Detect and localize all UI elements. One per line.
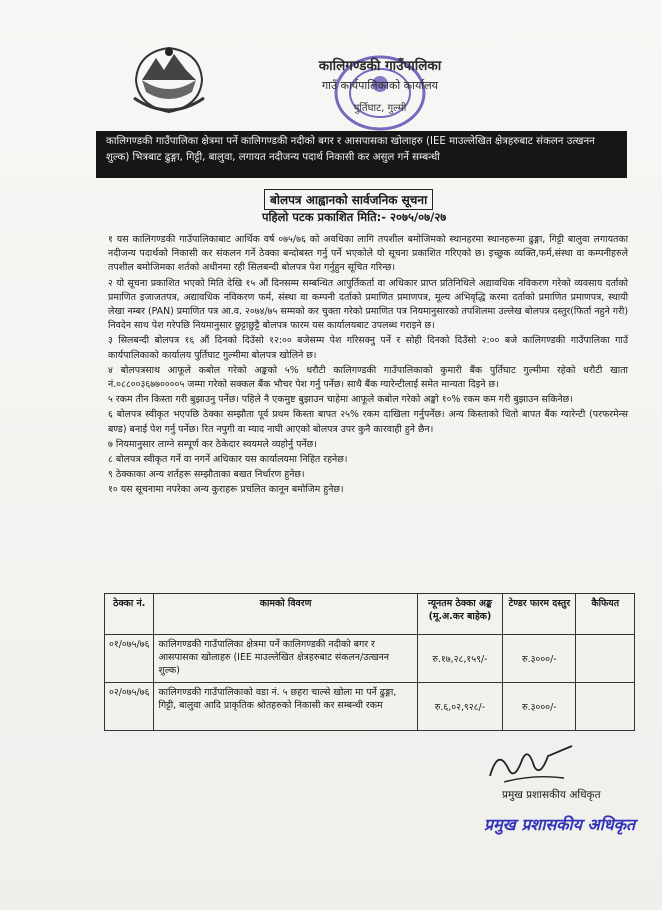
subject-banner: कालिगण्डकी गाउँपालिका क्षेत्रमा पर्ने कालिगण्डकी नदीको बगर र आसपासका खोलाहरु (IEE माउल्लेखित क्षेत्रहरुबाट संकलन उत्खनन शुल्क) भित्रबाट ढुङ्गा, गिट्टी, बालुवा, लगायत नदीजन्य पदार्थ निकासी कर असुल गर्ने सम्बन्धी: [96, 131, 627, 178]
table-header-row: [105, 594, 635, 635]
cell-description: कालिगण्डकी गाउँपालिका क्षेत्रमा पर्ने कालिगण्डकी नदीको बगर र आसपासका खोलाहरु (IEE माउल्लेखित क्षेत्रहरुबाट संकलन/उत्खनन शुल्क): [154, 635, 417, 683]
header-description: कामको विवरण: [154, 594, 417, 635]
notice-body: [108, 233, 628, 499]
cell-contract-no: ०१/०७५/७६: [105, 635, 154, 683]
cell-min-amount: रु.१७,२८,१५९/-: [417, 635, 503, 683]
nepal-emblem-icon: [128, 40, 210, 118]
clause-6: ६ बोलपत्र स्वीकृत भएपछि ठेक्का सम्झौता पूर्व प्रथम किस्ता बापत २५% रकम दाखिला गर्नुपर्नेछ। अन्य किस्ताको धितो बापत बैंक ग्यारेन्टी (परफरमेन्स बण्ड) बनाई पेश गर्नु पर्नेछ। रित नपुगी वा म्याद नाघी आएको बोलपत्र उपर कुनै कारवाही हुने छैन।: [108, 409, 628, 435]
signatory-title: प्रमुख प्रशासकीय अधिकृत: [502, 789, 601, 801]
notice-title: बोलपत्र आह्वानको सार्वजनिक सूचना: [264, 189, 433, 210]
header-form-fee: टेण्डर फारम दस्तुर: [503, 594, 576, 635]
cell-form-fee: रु.३०००/-: [503, 635, 576, 683]
cell-form-fee: रु.३०००/-: [503, 683, 576, 731]
office-location: पुर्तिघाट, गुल्मी: [353, 103, 407, 114]
header-contract-no: ठेक्का नं.: [105, 594, 154, 635]
clause-4: ४ बोलपत्रसाथ आफूले कबोल गरेको अङ्कको ५% धरौटी कालिगण्डकी गाउँपालिकाको कुमारी बैंक पुर्तिघाट गुल्मीमा रहेको धरौटी खाता नं.०८८००३६७७००००५ जम्मा गरेको सक्कल बैंक भौचर पेश गर्नु पर्नेछ। साथै बैंक ग्यारेन्टीलाई समेत मान्यता दिइने छ।: [108, 364, 628, 391]
publish-date: पहिलो पटक प्रकाशित मिति:- २०७५/०७/२७: [262, 210, 447, 224]
table-row: [105, 635, 635, 683]
tender-table: [104, 593, 635, 731]
clause-2: २ यो सूचना प्रकाशित भएको मिति देखि १५ औं दिनसम्म सम्बन्धित आपुर्तिकर्ता वा अधिकार प्राप्त प्रतिनिधिले अद्यावधिक नविकरण गरेको व्यवसाय दर्ताको प्रमाणित इजाजतपत्र, अद्यावधिक नविकरण फर्म, संस्था वा कम्पनी दर्ताको प्रमाणित प्रमाणपत्र, मूल्य अभिवृद्धि करमा दर्ताको प्रमाणित प्रमाणपत्र, स्थायी लेखा नम्बर (PAN) प्रमाणित पत्र आ.व. २०७४/७५ सम्मको कर चुक्ता गरेको प्रमाणित पत्र नियमानुसारको तपशिलमा उल्लेख बोलपत्र दस्तुर(फिर्ता नहुने गरी) निवदेन साथ पेश गरेपछि नियमानुसार छुट्टाछुट्टै बोलपत्र फारम यस कार्यालयबाट उपलब्ध गराइने छ।: [108, 277, 628, 332]
clause-10: १० यस सूचनामा नपरेका अन्य कुराहरू प्रचलित कानून बमोजिम हुनेछ।: [108, 484, 344, 496]
header-min-amount: न्यूनतम ठेक्का अङ्क (मू.अ.कर बाहेक): [417, 594, 503, 635]
clause-3: ३ सिलबन्दी बोलपत्र १६ औं दिनको दिउँसो १२:०० बजेसम्म पेश गरिसक्नु पर्ने र सोही दिनको दिउँसो २:०० बजे कालिगण्डकी गाउँपालिका गाउँ कार्यपालिकाको कार्यालय पुर्तिघाट गुल्मीमा बोलपत्र खोलिने छ।: [108, 335, 628, 361]
signatory-stamp: प्रमुख प्रशासकीय अधिकृत: [484, 815, 636, 834]
table-row: [105, 683, 635, 731]
clause-5: ५ रकम तीन किस्ता गरी बुझाउनु पर्नेछ। पहिले नै एकमुष्ट बुझाउन चाहेमा आफूले कबोल गरेको अङ्को १०% रकम कम गरी बुझाउन सकिनेछ।: [108, 394, 573, 406]
cell-description: कालिगण्डकी गाउँपालिकाको वडा नं. ५ छहरा चाल्से खोला मा पर्ने ढुङ्गा, गिट्टी, बालुवा आदि प्राकृतिक श्रोतहरुको निकासी कर सम्बन्धी रकम: [154, 683, 417, 731]
clause-9: ९ ठेक्काका अन्य शर्तहरू सम्झौताका बखत निर्धारण हुनेछ।: [108, 469, 305, 481]
signature-icon: [484, 738, 579, 792]
clause-8: ८ बोलपत्र स्वीकृत गर्ने वा नगर्ने अधिकार यस कार्यालयमा निहित रहनेछ।: [108, 454, 348, 466]
clause-7: ७ नियमानुसार लाग्ने सम्पूर्ण कर ठेकेदार स्वयमले व्यहोर्नु पर्नेछ।: [108, 438, 317, 450]
cell-contract-no: ०२/०७५/७६: [105, 683, 154, 731]
office-subtitle: गाउँ कार्यपालिकाको कार्यालय: [321, 79, 439, 92]
cell-remarks: [576, 683, 635, 731]
header-remarks: कैफियत: [576, 594, 635, 635]
cell-min-amount: रु.६,०२,९२८/-: [417, 683, 503, 731]
clause-1: १ यस कालिगण्डकी गाउँपालिकाबाट आर्थिक वर्ष ०७५/७६ को अवधिका लागि तपशील बमोजिमको स्थानहरमा स्थानहरूमा ढुङ्गा, गिट्टी बालुवा लगायतका नदीजन्य पदार्थको निकासी कर संकलन गर्ने ठेक्का बन्दोबस्त गर्नु पर्ने भएकोले यो सूचना प्रकाशित गरिएको छ। इच्छुक व्यक्ति,फर्म,संस्था वा कम्पनीहरुले तपशील बमोजिमका शर्तको अधीनमा रही सिलबन्दी बोलपत्र पेश गर्नुहुन सूचित गरिन्छ।: [108, 234, 628, 274]
cell-remarks: [576, 635, 635, 683]
office-name: कालिगण्डकी गाउँपालिका: [318, 58, 442, 74]
